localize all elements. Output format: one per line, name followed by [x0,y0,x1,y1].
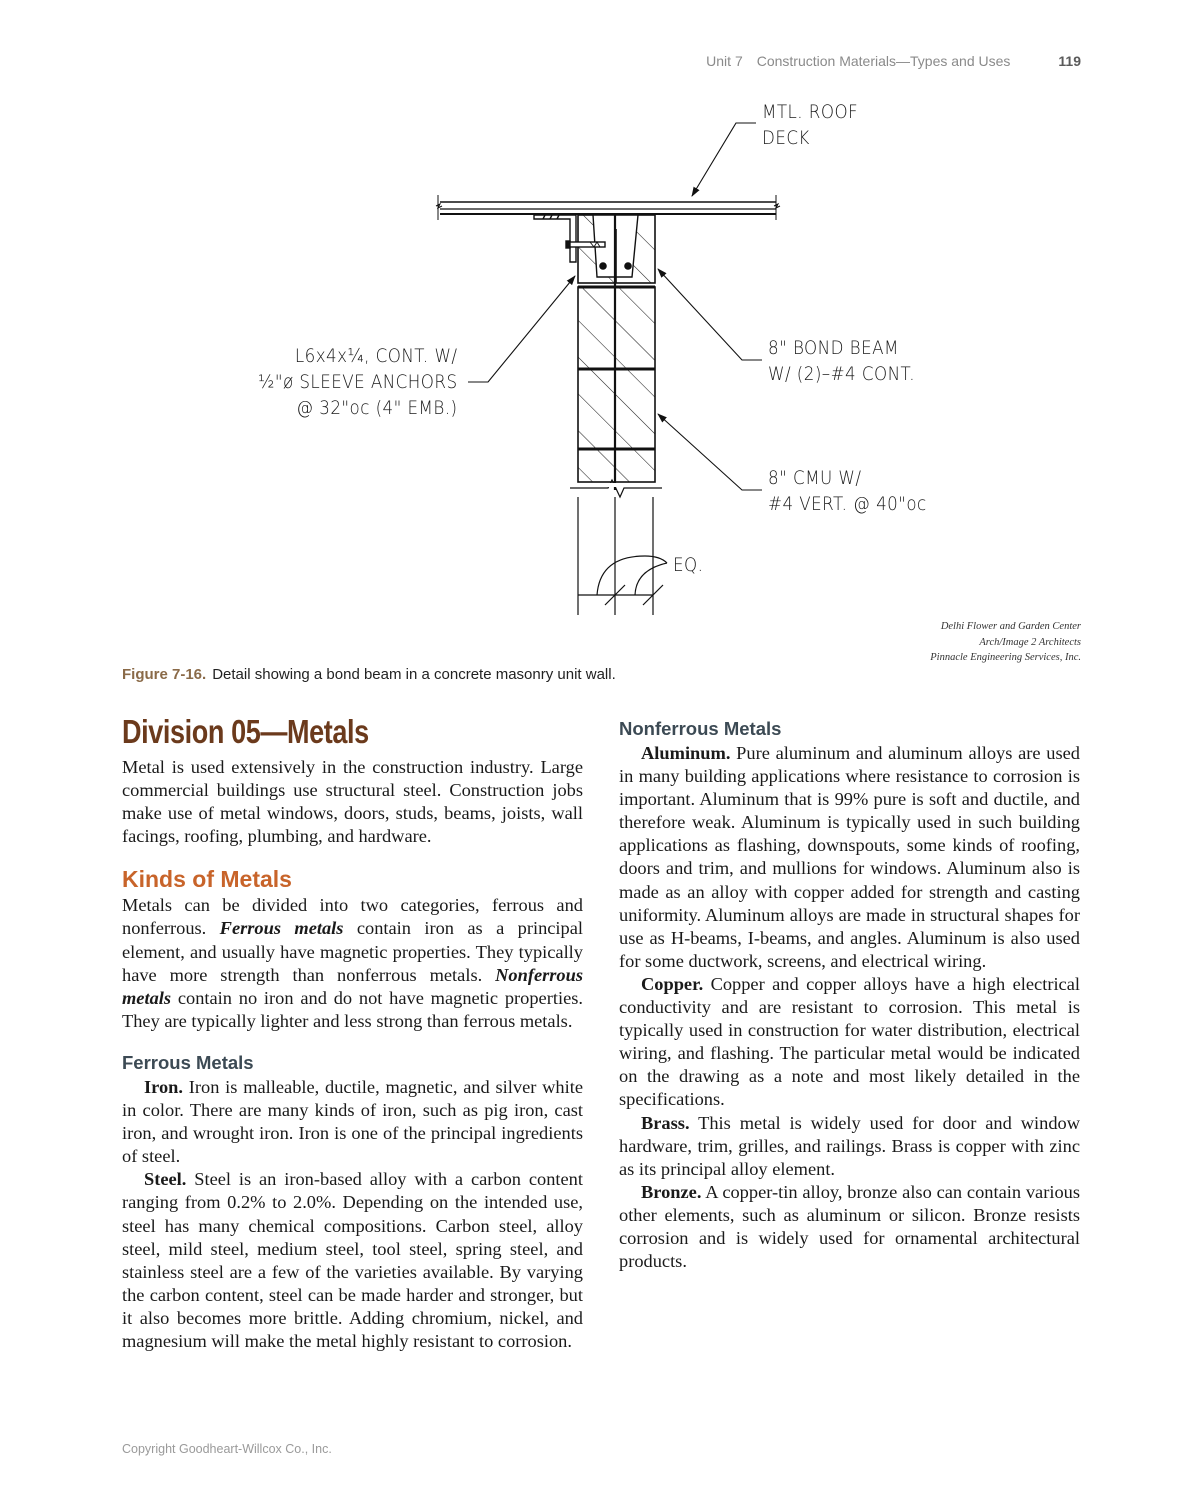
run-in-head: Copper. [641,973,704,994]
run-in-head: Brass. [641,1112,690,1133]
text-run: Copper and copper alloys have a high electrical conductivity and are resistant to corrosion. This metal is typically used in construction for water distribution, electrical wiring, and flashing. The particular metal would be indicated on the drawing as a note and most likely detailed in the specifications. [619,973,1080,1110]
run-in-head: Steel. [144,1169,187,1190]
kinds-heading: Kinds of Metals [122,866,292,893]
steel-paragraph [122,1168,583,1353]
running-head-unit: Unit 7 [706,53,743,69]
copyright-notice: Copyright Goodheart-Willcox Co., Inc. [122,1442,332,1456]
figure-label: Figure 7-16. [122,666,207,683]
run-in-head: Iron. [144,1076,184,1097]
brass-paragraph [619,1112,1080,1181]
figure-credits [930,619,1081,666]
text-run: Iron is malleable, ductile, magnetic, and silver white in color. There are many kinds of iron, such as pig iron, cast iron, and wrought iron. Iron is one of the principal ingredients of steel. [122,1076,583,1167]
text-run: Pure aluminum and aluminum alloys are used in many building applications where resistance to corrosion is important. Aluminum that is 99% pure is soft and ductile, and therefore weak. Aluminum is typically used in such building applications as flashing, downspouts, some kinds of roofing, doors and trim, and mullions for windows. Aluminum also is made as an alloy with copper added for strength and casting uniformity. Aluminum alloys are made in structural shapes for use as H-beams, I-beams, and angles. Aluminum is also used for some ductwork, screens, and electrical wiring. [619,743,1080,971]
callout-roof-deck [762,99,858,151]
callout-steel-angle [258,343,457,421]
callout-line: DECK [762,127,810,149]
figure-caption [122,666,616,683]
text-run: This metal is widely used for door and window hardware, trim, grilles, and railings. Brass is copper with zinc as its principal alloy element. [619,1112,1080,1179]
callout-line: 8" CMU W/ [768,467,862,489]
callout-eq: EQ. [673,554,704,576]
division-heading: Division 05—Metals [122,713,369,750]
iron-paragraph [122,1076,583,1168]
bronze-paragraph [619,1181,1080,1273]
text-run: Metals can be divided into two categories, ferrous and nonferrous. [122,895,583,939]
aluminum-paragraph [619,742,1080,973]
callout-line: ½"ø SLEEVE ANCHORS [257,371,457,393]
callout-cmu [768,465,927,517]
right-column [619,712,1080,1273]
key-term: Nonferrous metals [122,964,583,1008]
left-column [122,712,583,1353]
credit-line: Delhi Flower and Garden Center [940,621,1081,632]
callout-line: W/ (2)–#4 CONT. [768,363,915,385]
text-run: Steel is an iron-based alloy with a carbon content ranging from 0.2% to 2.0%. Depending on the intended use, steel has many chemical compositions. Carbon steel, alloy steel, mild steel, medium steel, tool steel, spring steel, and stainless steel are a few of the varieties available. By varying the carbon content, steel can be made harder and stronger, but it also becomes more brittle. Adding chromium, nickel, and magnesium will make the metal highly resistant to corrosion. [122,1169,583,1351]
nonferrous-heading: Nonferrous Metals [619,718,782,739]
kinds-paragraph [122,894,583,1033]
callout-line: L6x4x¼, CONT. W/ [294,345,457,367]
run-in-head: Aluminum. [641,743,731,763]
callout-line: MTL. ROOF [762,101,859,123]
callout-line: #4 VERT. @ 40"oc [768,493,927,515]
run-in-head: Bronze. [641,1181,702,1202]
callout-bond-beam [768,335,915,387]
callout-line: @ 32"oc (4" EMB.) [295,397,457,419]
credit-line: Arch/Image 2 Architects [979,636,1081,648]
text-run: contain no iron and do not have magnetic properties. They are typically lighter and less strong than ferrous metals. [122,987,583,1031]
copper-paragraph [619,973,1080,1112]
lower-wall-eq [578,497,667,615]
running-head-title: Construction Materials—Types and Uses [756,53,1011,69]
intro-paragraph: Metal is used extensively in the construction industry. Large commercial buildings use structural steel. Construction jobs make use of metal windows, doors, studs, beams, joists, wall facings, roofing, plumbing, and hardware. [122,757,583,847]
figure-caption-text: Detail showing a bond beam in a concrete masonry unit wall. [212,666,616,683]
bond-beam-detail-drawing [0,0,1179,640]
ferrous-heading: Ferrous Metals [122,1051,254,1073]
credit-line: Pinnacle Engineering Services, Inc. [930,652,1081,663]
bond-beam [578,215,655,283]
text-run: contain iron as a principal element, and usually have magnetic properties. They typically have more strength than nonferrous metals. [122,918,583,985]
page-number: 119 [1058,53,1081,69]
text-run: A copper-tin alloy, bronze also can contain various other elements, such as aluminum or silicon. Bronze resists corrosion and is widely used for ornamental architectural products. [619,1181,1080,1272]
callout-line: 8" BOND BEAM [768,337,899,359]
key-term: Ferrous metals [219,918,344,939]
